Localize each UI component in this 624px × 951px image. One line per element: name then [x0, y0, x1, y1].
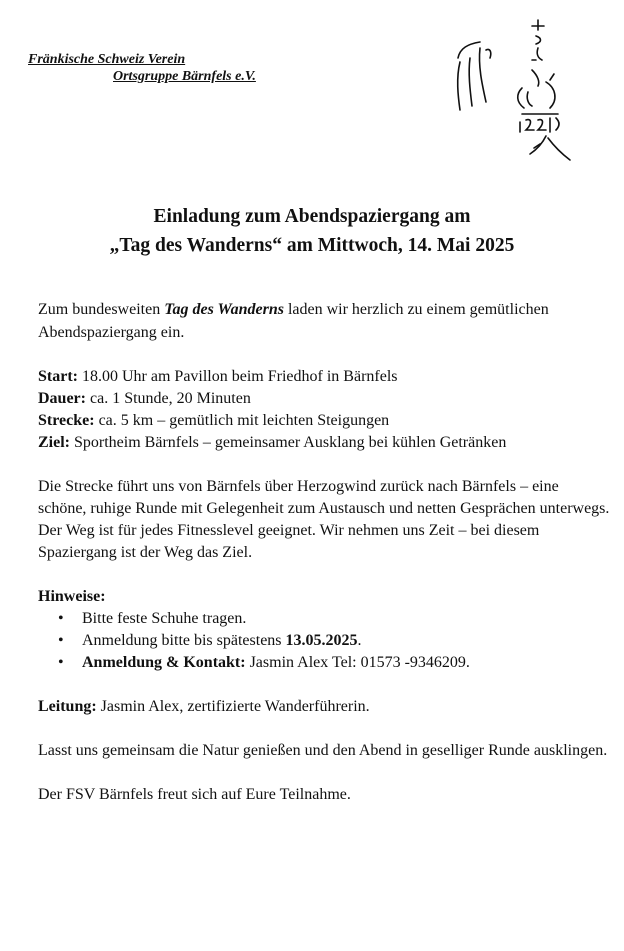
detail-value: ca. 5 km – gemütlich mit leichten Steigungen	[94, 412, 390, 429]
intro-text-after: laden wir herzlich zu einem gemütlichen Abendspaziergang ein.	[38, 301, 549, 341]
hints-heading	[38, 586, 610, 608]
hint-item-registration	[38, 630, 610, 652]
title-line1: Einladung zum Abendspaziergang am	[153, 206, 471, 227]
org-name-line1: Fränkische Schweiz Verein	[28, 52, 186, 67]
intro-paragraph	[38, 298, 610, 344]
detail-label: Start:	[38, 368, 78, 385]
detail-label: Dauer:	[38, 390, 86, 407]
detail-label: Strecke:	[38, 412, 95, 429]
leader-value: Jasmin Alex, zertifizierte Wanderführerin.	[96, 698, 370, 715]
intro-emphasis: Tag des Wanderns	[164, 301, 284, 318]
hint-item-contact	[38, 652, 610, 674]
detail-distance	[38, 410, 610, 432]
detail-destination	[38, 432, 610, 454]
hint-text-end: .	[357, 632, 362, 649]
organization-name	[28, 51, 256, 85]
club-logo-icon	[446, 18, 586, 168]
detail-duration	[38, 388, 610, 410]
registration-deadline: 13.05.2025	[285, 632, 358, 649]
fitness-paragraph: Der Weg ist für jedes Fitnesslevel geeignet. Wir nehmen uns Zeit – bei diesem Spaziergang ist der Weg das Ziel.	[38, 522, 540, 561]
org-name-line2: Ortsgruppe Bärnfels e.V.	[113, 69, 256, 84]
closing-signoff: Der FSV Bärnfels freut sich auf Eure Teilnahme.	[38, 786, 351, 803]
page-title	[0, 202, 624, 260]
contact-value: Jasmin Alex Tel: 01573 -9346209.	[245, 654, 470, 671]
leader-label: Leitung:	[38, 698, 97, 715]
leader-line	[38, 696, 610, 718]
detail-value: 18.00 Uhr am Pavillon beim Friedhof in Bärnfels	[77, 368, 398, 385]
intro-text-before: Zum bundesweiten	[38, 301, 165, 318]
detail-value: ca. 1 Stunde, 20 Minuten	[85, 390, 251, 407]
invitation-body	[38, 298, 610, 806]
detail-start	[38, 366, 610, 388]
detail-label: Ziel:	[38, 434, 70, 451]
contact-label: Anmeldung & Kontakt:	[82, 654, 246, 671]
hint-text: Anmeldung bitte bis spätestens	[82, 632, 286, 649]
hints-heading-text: Hinweise:	[38, 588, 106, 605]
closing-paragraph: Lasst uns gemeinsam die Natur genießen und den Abend in geselliger Runde ausklingen.	[38, 742, 608, 759]
hint-item-shoes: • Bitte feste Schuhe tragen.	[38, 608, 610, 630]
route-paragraph: Die Strecke führt uns von Bärnfels über Herzogwind zurück nach Bärnfels – eine schöne, ruhige Runde mit Gelegenheit zum Austausch und netten Gesprächen unterwegs.	[38, 478, 610, 517]
title-line2: „Tag des Wanderns“ am Mittwoch, 14. Mai 2025	[109, 235, 515, 256]
hints-list	[38, 608, 610, 674]
detail-value: Sportheim Bärnfels – gemeinsamer Ausklang bei kühlen Getränken	[70, 434, 507, 451]
